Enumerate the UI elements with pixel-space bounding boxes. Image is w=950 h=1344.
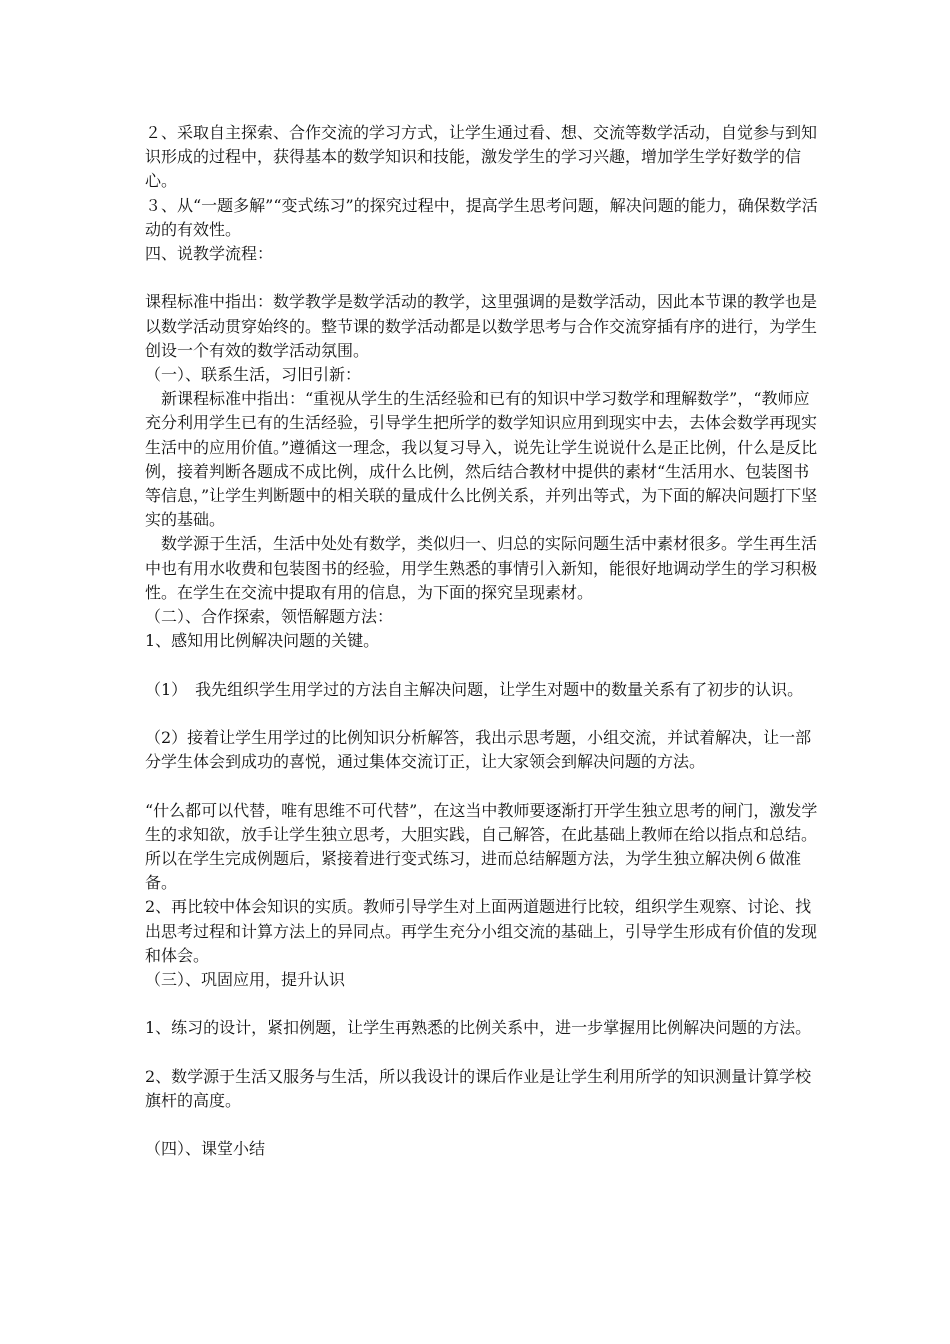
point-2-paragraph: 2、再比较中体会知识的实质。教师引导学生对上面两道题进行比较，组织学生观察、讨论、找出思考过程和计算方法上的异同点。再学生充分小组交流的基础上，引导学生形成有价值的发现和体会。 — [145, 897, 818, 965]
new-curriculum-paragraph: 新课程标准中指出：“重视从学生的生活经验和已有的知识中学习数学和理解数学”，“教师应充分利用学生已有的生活经验，引导学生把所学的数学知识应用到现实中去，去体会数学再现实生活中的应用价值。”遵循这一理念，我以复习导入，说先让学生说说什么是正比例，什么是反比例，接着判断各题成不成比例，成什么比例，然后结合教材中提供的素材“生活用水、包装图书等信息，”让学生判断题中的相关联的量成什么比例关系，并列出等式，为下面的解决问题打下坚实的基础。 — [145, 389, 818, 530]
point-1-heading: 1、感知用比例解决问题的关键。 — [145, 631, 380, 651]
blank-line — [145, 653, 825, 677]
blank-line — [145, 1041, 825, 1065]
subsection-2-heading: （二）、合作探索，领悟解题方法： — [145, 607, 394, 627]
objective-3-paragraph: ３、从“一题多解”“变式练习”的探究过程中，提高学生思考问题，解决问题的能力，确保数学活动的有效性。 — [145, 195, 818, 239]
blank-line — [145, 702, 825, 726]
blank-line — [145, 1113, 825, 1137]
math-from-life-paragraph: 数学源于生活，生活中处处有数学，类似归一、归总的实际问题生活中素材很多。学生再生活中也有用水收费和包装图书的经验，用学生熟悉的事情引入新知，能很好地调动学生的学习积极性。在学生在交流中提取有用的信息，为下面的探究呈现素材。 — [145, 534, 818, 602]
thinking-quote-paragraph: “什么都可以代替，唯有思维不可代替”，在这当中教师要逐渐打开学生独立思考的闸门，激发学生的求知欲，放手让学生独立思考，大胆实践，自己解答，在此基础上教师在给以指点和总结。所以在学生完成例题后，紧接着进行变式练习，进而总结解题方法，为学生独立解决例６做准备。 — [145, 800, 818, 893]
subsection-1-heading: （一）、联系生活，习旧引新： — [145, 365, 362, 385]
step-2-paragraph: （2）接着让学生用学过的比例知识分析解答，我出示思考题，小组交流，并试着解决，让一部分学生体会到成功的喜悦，通过集体交流订正，让大家领会到解决问题的方法。 — [145, 728, 812, 772]
section-4-heading: 四、说教学流程： — [145, 244, 274, 264]
subsection-3-heading: （三）、巩固应用，提升认识 — [145, 970, 346, 990]
blank-line — [145, 774, 825, 798]
practice-1-paragraph: 1、练习的设计，紧扣例题，让学生再熟悉的比例关系中，进一步掌握用比例解决问题的方法。 — [145, 1018, 812, 1038]
blank-line — [145, 266, 825, 290]
practice-2-paragraph: 2、数学源于生活又服务与生活，所以我设计的课后作业是让学生利用所学的知识测量计算学校旗杆的高度。 — [145, 1066, 812, 1111]
curriculum-standard-paragraph: 课程标准中指出：数学教学是数学活动的教学，这里强调的是数学活动，因此本节课的教学也是以数学活动贯穿始终的。整节课的数学活动都是以数学思考与合作交流穿插有序的进行，为学生创设一个有效的数学活动氛围。 — [145, 292, 818, 360]
step-1-paragraph: （1） 我先组织学生用学过的方法自主解决问题，让学生对题中的数量关系有了初步的认识。 — [145, 679, 804, 699]
objective-2-paragraph: ２、采取自主探索、合作交流的学习方式，让学生通过看、想、交流等数学活动，自觉参与到知识形成的过程中，获得基本的数学知识和技能，激发学生的学习兴趣，增加学生学好数学的信心。 — [145, 123, 818, 191]
subsection-4-heading: （四）、课堂小结 — [145, 1139, 266, 1159]
blank-line — [145, 992, 825, 1016]
document-page — [145, 121, 825, 1162]
